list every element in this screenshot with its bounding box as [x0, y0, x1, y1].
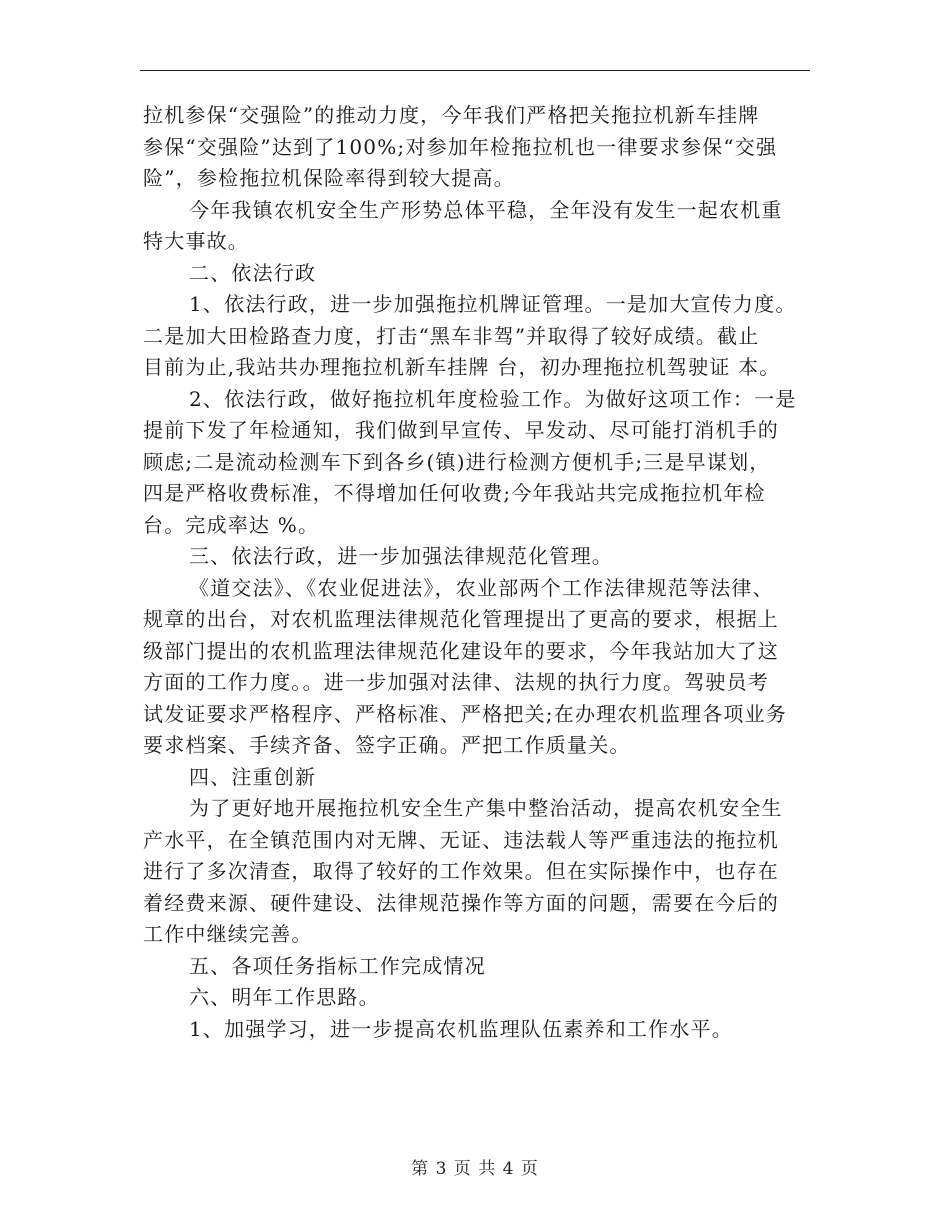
text-line: 四、注重创新 [189, 764, 317, 789]
text-line: 顾虑;二是流动检测车下到各乡(镇)进行检测方便机手;三是早谋划， [143, 449, 771, 474]
text-line: 三、依法行政，进一步加强法律规范化管理。 [189, 544, 613, 568]
text-line: 目前为止,我站共办理拖拉机新车挂牌 台，初办理拖拉机驾驶证 本。 [143, 355, 781, 379]
text-line: 参保“交强险”达到了100%;对参加年检拖拉机也一律要求参保“交强 [143, 134, 778, 159]
text-line: 四是严格收费标准，不得增加任何收费;今年我站共完成拖拉机年检 [143, 481, 766, 505]
text-line: 二、依法行政 [189, 260, 317, 285]
text-line: 拉机参保“交强险”的推动力度，今年我们严格把关拖拉机新车挂牌 [143, 103, 760, 127]
text-line: 提前下发了年检通知，我们做到早宣传、早发动、尽可能打消机手的 [143, 418, 779, 442]
text-line: 产水平，在全镇范围内对无牌、无证、违法载人等严重违法的拖拉机 [143, 827, 779, 852]
text-line: 二是加大田检路查力度，打击“黑车非驾”并取得了较好成绩。截止 [143, 323, 760, 348]
header-rule [140, 70, 810, 71]
text-line: 特大事故。 [143, 229, 249, 253]
text-line: 规章的出台，对农机监理法律规范化管理提出了更高的要求，根据上 [143, 607, 779, 631]
text-line: 试发证要求严格程序、严格标准、严格把关;在办理农机监理各项业务 [143, 701, 787, 726]
text-line: 要求档案、手续齐备、签字正确。严把工作质量关。 [143, 733, 631, 757]
text-line: 险”，参检拖拉机保险率得到较大提高。 [143, 166, 515, 190]
text-line: 着经费来源、硬件建设、法律规范操作等方面的问题，需要在今后的 [143, 890, 779, 915]
text-line: 工作中继续完善。 [143, 922, 313, 946]
text-line: 为了更好地开展拖拉机安全生产集中整治活动，提高农机安全生 [189, 796, 783, 820]
text-line: 五、各项任务指标工作完成情况 [189, 953, 486, 978]
text-line: 今年我镇农机安全生产形势总体平稳，全年没有发生一起农机重 [189, 197, 783, 222]
text-line: 级部门提出的农机监理法律规范化建设年的要求，今年我站加大了这 [143, 638, 779, 663]
document-body [143, 100, 815, 1045]
text-line: 1、依法行政，进一步加强拖拉机牌证管理。一是加大宣传力度。 [189, 292, 797, 316]
text-line: 台。完成率达 %。 [143, 512, 320, 537]
text-line: 六、明年工作思路。 [189, 985, 380, 1009]
page-footer: 第 3 页 共 4 页 [411, 1159, 539, 1179]
text-line: 《道交法》、《农业促进法》，农业部两个工作法律规范等法律、 [189, 575, 774, 600]
text-line: 2、依法行政，做好拖拉机年度检验工作。为做好这项工作：一是 [189, 386, 797, 411]
text-line: 方面的工作力度。。进一步加强对法律、法规的执行力度。驾驶员考 [143, 670, 769, 694]
text-line: 1、加强学习，进一步提高农机监理队伍素养和工作水平。 [189, 1016, 733, 1041]
text-line: 进行了多次清查，取得了较好的工作效果。但在实际操作中，也存在 [143, 859, 779, 883]
